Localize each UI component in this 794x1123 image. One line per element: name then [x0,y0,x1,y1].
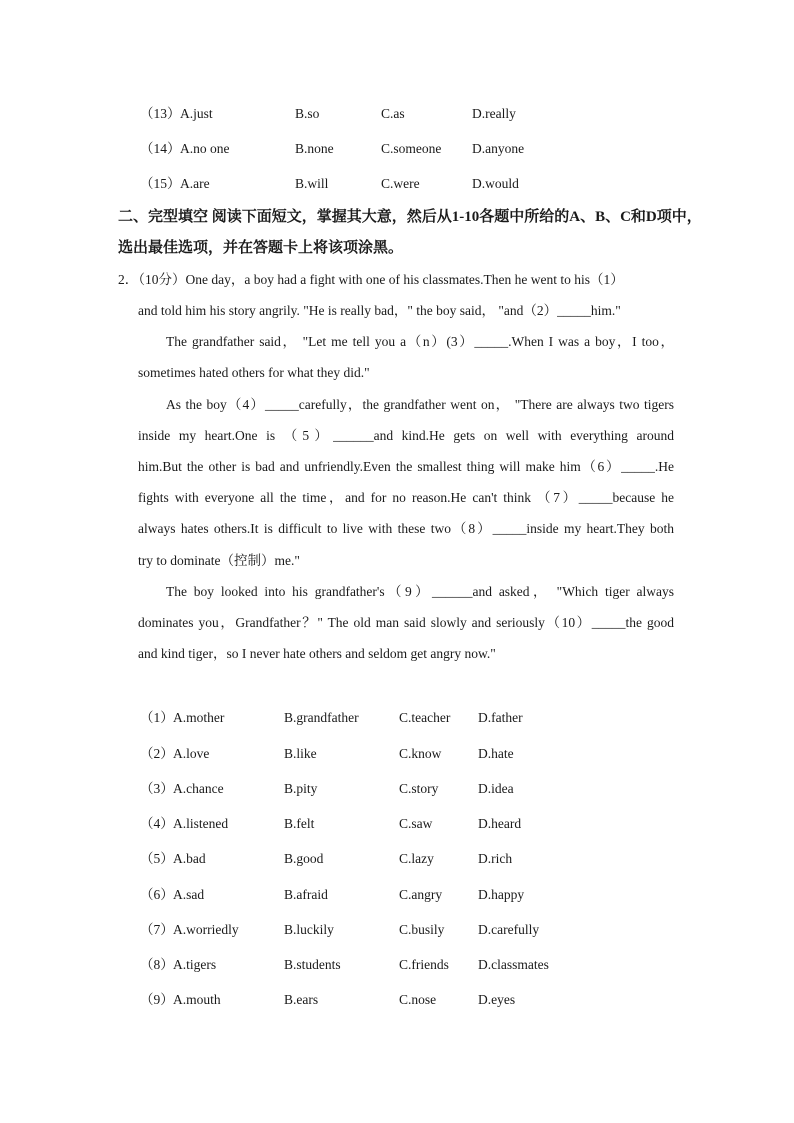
option-b: B.afraid [284,887,328,902]
option-row-7 [0,920,794,940]
option-a: A.sad [173,887,205,902]
option-a: A.bad [173,851,206,866]
option-number: （8） [140,957,174,972]
option-a: A.mouth [173,992,221,1007]
option-a: A.listened [173,816,229,831]
passage-line: and told him his story angrily. "He is really bad，" the boy said， "and（2）_____him." [138,303,621,318]
option-a: A.worriedly [173,922,239,937]
option-row-3 [0,779,794,799]
section-heading-line2: 选出最佳选项，并在答题卡上将该项涂黑。 [118,240,404,256]
option-a: A.mother [173,710,225,725]
passage-line: him.But the other is bad and unfriendly.Even the smallest thing will make him（6）_____.He [138,459,674,474]
option-c: C.busily [399,922,445,937]
option-b: B.luckily [284,922,334,937]
option-b: B.none [295,141,334,156]
option-number: （1） [140,710,174,725]
option-b: B.students [284,957,341,972]
option-c: C.story [399,781,439,796]
passage-line: As the boy（4）_____carefully，the grandfather went on， "There are always two tigers [166,397,674,412]
option-number: （15） [140,176,181,191]
option-number: （2） [140,746,174,761]
option-c: C.teacher [399,710,451,725]
option-d: D.rich [478,851,513,866]
option-a: A.tigers [173,957,217,972]
option-b: B.grandfather [284,710,359,725]
option-a: A.just [180,106,213,121]
option-d: D.father [478,710,523,725]
option-row-2 [0,744,794,764]
option-c: C.nose [399,992,437,1007]
passage-line: and kind tiger，so I never hate others and seldom get angry now." [138,646,496,661]
option-b: B.will [295,176,329,191]
option-d: D.heard [478,816,522,831]
option-d: D.classmates [478,957,549,972]
option-d: D.would [472,176,519,191]
option-number: （14） [140,141,181,156]
option-c: C.know [399,746,442,761]
option-b: B.felt [284,816,315,831]
option-row-4 [0,814,794,834]
option-b: B.pity [284,781,318,796]
option-b: B.so [295,106,320,121]
passage-line: The boy looked into his grandfather's（9）______and asked， "Which tiger always [166,584,674,599]
option-b: B.good [284,851,324,866]
option-number: （5） [140,851,174,866]
option-a: A.love [173,746,210,761]
option-a: A.no one [180,141,230,156]
option-c: C.were [381,176,420,191]
option-d: D.happy [478,887,525,902]
option-d: D.hate [478,746,514,761]
option-b: B.like [284,746,317,761]
option-number: （3） [140,781,174,796]
passage-line: try to dominate（控制）me." [138,553,300,568]
option-c: C.angry [399,887,443,902]
option-c: C.saw [399,816,433,831]
passage-line: The grandfather said， "Let me tell you a（n）(3）_____.When I was a boy，I too， [166,334,674,349]
option-row-14 [0,139,794,159]
option-number: （6） [140,887,174,902]
option-d: D.anyone [472,141,525,156]
option-row-1 [0,708,794,728]
option-a: A.are [180,176,210,191]
option-row-8 [0,955,794,975]
option-number: （9） [140,992,174,1007]
option-c: C.friends [399,957,449,972]
option-number: （4） [140,816,174,831]
option-a: A.chance [173,781,224,796]
passage-line: inside my heart.One is （5）______and kind.He gets on well with everything around [138,428,674,443]
option-row-5 [0,849,794,869]
passage-line: dominates you，Grandfather？" The old man said slowly and seriously（10）_____the good [138,615,674,630]
option-row-13 [0,104,794,124]
passage-line: 2．（10分）One day，a boy had a fight with one of his classmates.Then he went to his（1） [118,272,624,287]
passage-line: sometimes hated others for what they did." [138,365,370,380]
option-c: C.as [381,106,405,121]
option-number: （7） [140,922,174,937]
option-d: D.eyes [478,992,516,1007]
option-d: D.really [472,106,516,121]
option-d: D.carefully [478,922,540,937]
option-row-9 [0,990,794,1010]
option-c: C.someone [381,141,442,156]
option-number: （13） [140,106,181,121]
option-b: B.ears [284,992,319,1007]
passage-line: fights with everyone all the time，and for no reason.He can't think （7）_____because he [138,490,674,505]
passage-line: always hates others.It is difficult to live with these two（8）_____inside my heart.They both [138,521,674,536]
section-heading-line1: 二、完型填空 阅读下面短文，掌握其大意，然后从1-10各题中所给的A、B、C和D项中， [118,209,702,225]
option-d: D.idea [478,781,514,796]
option-row-6 [0,885,794,905]
option-c: C.lazy [399,851,434,866]
option-row-15 [0,174,794,194]
